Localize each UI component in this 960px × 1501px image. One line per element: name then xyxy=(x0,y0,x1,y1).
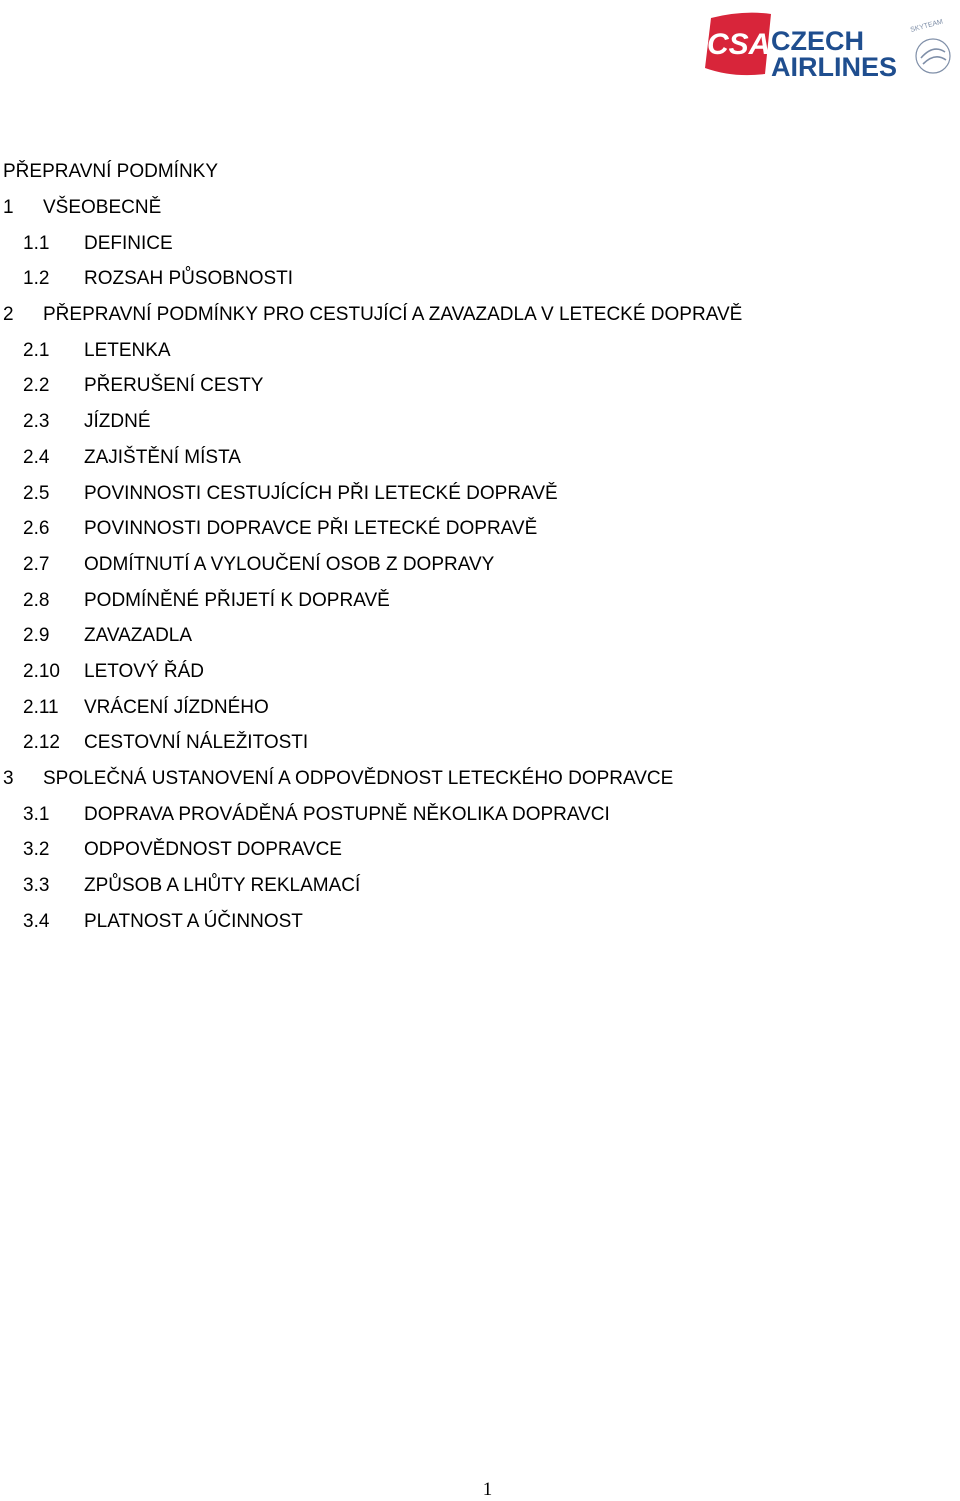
toc-entry-label: VRÁCENÍ JÍZDNÉHO xyxy=(84,696,269,718)
skyteam-emblem-icon xyxy=(910,18,950,73)
toc-entry-label: JÍZDNÉ xyxy=(84,411,151,433)
toc-subsection xyxy=(0,517,960,553)
document-title: PŘEPRAVNÍ PODMÍNKY xyxy=(3,161,219,182)
czech-airlines-logo xyxy=(703,8,958,82)
toc-entry-number: 2.7 xyxy=(23,553,50,575)
toc-subsection xyxy=(0,232,960,268)
toc-subsection xyxy=(0,696,960,732)
toc-entry-label: PŘEPRAVNÍ PODMÍNKY PRO CESTUJÍCÍ A ZAVAZADLA V LETECKÉ DOPRAVĚ xyxy=(43,304,743,326)
toc-subsection xyxy=(0,910,960,946)
toc-entry-number: 2.3 xyxy=(23,411,50,433)
toc-subsection xyxy=(0,446,960,482)
toc-entry-label: SPOLEČNÁ USTANOVENÍ A ODPOVĚDNOST LETECKÉHO DOPRAVCE xyxy=(43,768,674,789)
toc-subsection xyxy=(0,731,960,767)
svg-text:SKYTEAM: SKYTEAM xyxy=(909,18,944,34)
toc-entry-label: ODMÍTNUTÍ A VYLOUČENÍ OSOB Z DOPRAVY xyxy=(84,553,495,575)
toc-entry-number: 2.9 xyxy=(23,625,50,647)
toc-section xyxy=(0,196,960,232)
toc-entry-number: 2.2 xyxy=(23,375,50,397)
toc-entry-number: 3.3 xyxy=(23,875,50,897)
toc-subsection xyxy=(0,339,960,375)
toc-entry-number: 2.10 xyxy=(23,660,60,682)
table-of-contents xyxy=(0,196,960,945)
toc-entry-number: 2.1 xyxy=(23,339,50,361)
toc-entry-number: 3.1 xyxy=(23,803,50,825)
toc-entry-number: 1.2 xyxy=(23,268,50,290)
toc-entry-number: 1.1 xyxy=(23,232,50,254)
toc-subsection xyxy=(0,874,960,910)
toc-entry-number: 2.6 xyxy=(23,518,50,540)
toc-entry-number: 2.12 xyxy=(23,732,60,754)
toc-subsection xyxy=(0,482,960,518)
toc-entry-number: 2.8 xyxy=(23,589,50,611)
toc-entry-number: 2.4 xyxy=(23,446,50,468)
toc-entry-number: 1 xyxy=(3,197,14,218)
toc-entry-number: 3 xyxy=(3,768,14,789)
toc-entry-number: 2.11 xyxy=(23,696,59,718)
toc-entry-label: LETOVÝ ŘÁD xyxy=(84,660,205,682)
toc-entry-label: ODPOVĚDNOST DOPRAVCE xyxy=(84,839,342,861)
csa-mark-icon xyxy=(705,13,771,75)
toc-subsection xyxy=(0,660,960,696)
toc-subsection xyxy=(0,803,960,839)
svg-text:AIRLINES: AIRLINES xyxy=(771,52,898,82)
toc-entry-label: POVINNOSTI DOPRAVCE PŘI LETECKÉ DOPRAVĚ xyxy=(84,518,538,540)
toc-subsection xyxy=(0,838,960,874)
toc-section xyxy=(0,767,960,803)
toc-entry-label: POVINNOSTI CESTUJÍCÍCH PŘI LETECKÉ DOPRAVĚ xyxy=(84,482,558,504)
toc-entry-label: ZAJIŠTĚNÍ MÍSTA xyxy=(84,446,241,468)
toc-subsection xyxy=(0,624,960,660)
toc-entry-label: PLATNOST A ÚČINNOST xyxy=(84,910,303,932)
svg-text:CZECH: CZECH xyxy=(771,26,864,56)
page-number: 1 xyxy=(482,1479,493,1500)
toc-entry-label: DOPRAVA PROVÁDĚNÁ POSTUPNĚ NĚKOLIKA DOPRAVCI xyxy=(84,803,610,825)
toc-subsection xyxy=(0,374,960,410)
toc-entry-number: 3.2 xyxy=(23,839,50,861)
toc-subsection xyxy=(0,553,960,589)
toc-entry-number: 2 xyxy=(3,304,14,326)
toc-subsection xyxy=(0,589,960,625)
toc-entry-label: ROZSAH PŮSOBNOSTI xyxy=(84,268,294,290)
toc-subsection xyxy=(0,267,960,303)
toc-entry-label: CESTOVNÍ NÁLEŽITOSTI xyxy=(84,732,309,754)
toc-entry-label: LETENKA xyxy=(84,339,171,361)
toc-entry-number: 2.5 xyxy=(23,482,50,504)
toc-entry-label: DEFINICE xyxy=(84,232,173,254)
toc-entry-label: ZPŮSOB A LHŮTY REKLAMACÍ xyxy=(84,875,361,897)
toc-entry-label: VŠEOBECNĚ xyxy=(43,197,162,218)
toc-entry-label: ZAVAZADLA xyxy=(84,625,193,647)
svg-text:CSA: CSA xyxy=(707,28,771,61)
toc-subsection xyxy=(0,410,960,446)
toc-entry-label: PŘERUŠENÍ CESTY xyxy=(84,375,264,397)
toc-section xyxy=(0,303,960,339)
toc-entry-number: 3.4 xyxy=(23,910,50,932)
toc-entry-label: PODMÍNĚNÉ PŘIJETÍ K DOPRAVĚ xyxy=(84,589,390,611)
